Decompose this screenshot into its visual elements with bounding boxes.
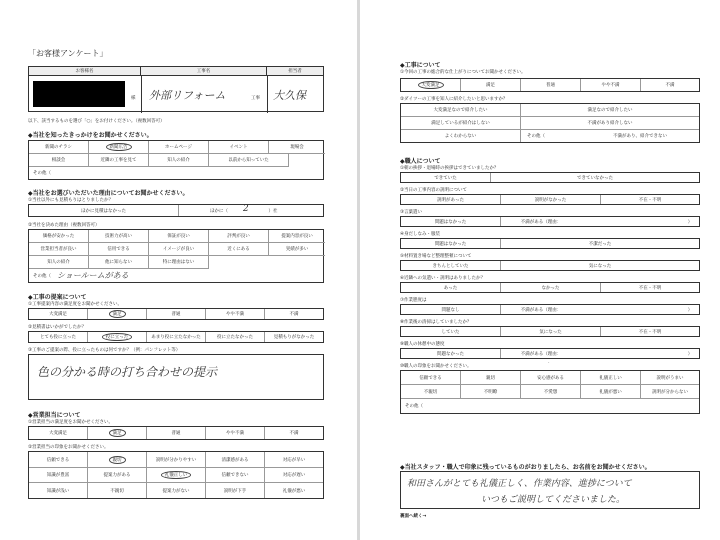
s3-q2-opt-4[interactable]: 見積もりがなかった	[273, 335, 315, 340]
r-s2-q4-row	[400, 238, 700, 249]
r-s2-q6-opt-1[interactable]: なかった	[501, 283, 601, 292]
r-s1-q1-opt-4[interactable]: 不満	[665, 83, 675, 88]
r-s2-q8-row	[400, 326, 700, 337]
project-suffix: 工事	[251, 96, 260, 101]
r-s2-q10-opt-6[interactable]: 不明瞭	[461, 385, 521, 399]
s1-opt-0[interactable]: 新聞のチラシ	[29, 141, 89, 154]
s4-q2-opt-1[interactable]	[88, 452, 147, 468]
r-s1-q1: ①今回の工事の総合的な仕上がりについてお聞かせください。	[400, 70, 526, 75]
s3-q2-circled: 役に立った	[102, 333, 133, 341]
s3-q1-opt-2[interactable]: 普通	[147, 309, 206, 319]
s2-q2-opt-8[interactable]: 近くにある	[209, 243, 269, 256]
s3-q2-opt-1[interactable]	[88, 332, 147, 342]
header-project-label: 工事名	[141, 67, 267, 76]
r-s2-q9-row	[400, 348, 700, 359]
r-s2-q6-opt-0[interactable]: あった	[401, 283, 501, 292]
s2-q1-opt-2: ）社	[268, 208, 278, 214]
s4-q1-opt-0[interactable]: 大変満足	[29, 427, 88, 439]
r-s2-q7-opt-0[interactable]: 問題なし	[401, 305, 501, 314]
s4-q1-circled: 満足	[109, 429, 126, 437]
s3-q1-opt-3[interactable]: やや不満	[206, 309, 265, 319]
s4-q2: ②営業担当の印象をお聞かせください。	[28, 445, 109, 450]
r-s2-q3-opt-0[interactable]: 問題はなかった	[401, 217, 501, 226]
r-s1-q2-opt-4[interactable]: 不満があり、紹介できない	[613, 134, 667, 139]
r-s1-title: ◆工事について	[400, 62, 441, 69]
s4-q2-opt-2[interactable]: 説明が分かりやすい	[147, 452, 206, 468]
s4-q1-opt-4[interactable]: 不満	[289, 431, 299, 436]
r-s2-q8-opt-0[interactable]: していた	[401, 327, 501, 336]
r-s2-q1-row	[400, 172, 700, 183]
s1-other-label: その他（	[33, 171, 51, 176]
r-s2-q3-opt-1[interactable]: 不満がある（理由：	[520, 219, 562, 225]
s4-q2-opt-12[interactable]: 提案力がない	[147, 483, 206, 498]
s4-q1-row	[28, 426, 324, 440]
r-s2-q7-row	[400, 304, 700, 315]
s3-q1-row	[28, 308, 324, 320]
s4-q2-grid	[28, 451, 324, 499]
s2-q2: ②当社を決めた理由（複数回答可）	[28, 223, 100, 228]
r-s3-answer-box[interactable]	[400, 471, 700, 509]
r-s2-q6: ⑥近隣への気遣い・説明はありましたか？	[400, 276, 486, 281]
s1-opt-6[interactable]: 近隣の工事を見て	[89, 154, 149, 167]
s4-q2-opt-5[interactable]: 知識が豊富	[29, 468, 88, 483]
s1-opt-2[interactable]: ホームページ	[149, 141, 209, 154]
r-s1-q2-grid	[400, 103, 700, 143]
r-s2-q7: ⑦作業態度は	[400, 298, 427, 303]
s2-other-written: ショールームがある	[57, 271, 129, 280]
s4-q1: ①営業担当の満足度をお聞かせください。	[28, 420, 114, 425]
survey-page-right	[360, 0, 720, 540]
r-s2-q4-opt-0[interactable]: 問題はなかった	[401, 239, 501, 248]
handwritten-staff: 大久保	[273, 89, 306, 102]
r-s1-q2-opt-5[interactable]: よくわからない	[401, 130, 521, 142]
r-s3-written-1: 和田さんがとても礼儀正しく、作業内容、進捗について	[407, 479, 632, 489]
s1-opt-8[interactable]: 以前から知っていた	[209, 154, 289, 167]
r-s1-q1-opt-0[interactable]	[401, 79, 461, 91]
s1-opt-1[interactable]	[89, 141, 149, 154]
r-s1-q1-opt-1[interactable]: 満足	[461, 79, 521, 91]
s4-q2-opt-14[interactable]: 礼儀が悪い	[282, 488, 306, 494]
s2-title: ◆当社をお選びいただいた理由についてお聞かせください。	[28, 190, 189, 197]
r-s3-title: ◆当社スタッフ・職人で印象に残っているものがおりましたら、お名前をお聞かせください。	[400, 464, 651, 471]
s3-q3-written: 色の分かる時の打ち合わせの提示	[37, 365, 218, 379]
s2-q2-opt-1[interactable]: 技術力が高い	[89, 230, 149, 243]
s4-q2-opt-8[interactable]: 信頼できない	[206, 468, 265, 483]
r-s1-q1-circled: 大変満足	[418, 81, 444, 89]
s4-q2-opt-3[interactable]: 清潔感がある	[206, 452, 265, 468]
r-s2-q5-row	[400, 260, 700, 271]
header-customer-label: お客様名	[29, 67, 141, 76]
r-s2-q10: ⑩職人の印象をお聞かせください。	[400, 364, 472, 369]
s2-q1-row	[28, 204, 324, 217]
r-s2-q7-opt-2: ）	[687, 307, 693, 313]
s2-q2-opt-12[interactable]: 特に理由はない	[149, 256, 209, 269]
r-s2-q6-row	[400, 282, 700, 293]
r-s2-q10-opt-2[interactable]: 安心感がある	[521, 371, 581, 385]
s2-q2-opt-3[interactable]: 評判が良い	[209, 230, 269, 243]
s4-q2-circled-7: 礼儀正しい	[161, 471, 192, 479]
r-s2-q1: ①朝の挨拶・退場時の挨拶はできていましたか？	[400, 166, 499, 171]
s2-q2-opt-6[interactable]: 信用できる	[89, 243, 149, 256]
s1-title: ◆当社を知ったきっかけをお聞かせください。	[28, 132, 153, 139]
r-s1-q1-opt-2[interactable]: 普通	[521, 79, 581, 91]
instruction-text: 以下、該当するものを選び「○」をお付けください。（複数回答可）	[28, 119, 165, 124]
r-s2-q10-opt-9[interactable]: 説明が分からない	[641, 385, 699, 399]
r-s2-q9-opt-1[interactable]: 不満がある（理由：	[520, 351, 562, 357]
r-s2-q10-opt-5[interactable]: 不親切	[401, 385, 461, 399]
r-s2-q2-opt-0[interactable]: 説明があった	[401, 195, 501, 204]
survey-page-left	[0, 0, 358, 540]
s3-q1: ①工事提案内容の満足度をお聞かせください。	[28, 302, 123, 307]
s4-q2-circled-1: 親切	[109, 456, 126, 464]
r-s2-q10-opt-0[interactable]: 信頼できる	[401, 371, 461, 385]
r-s2-q8-opt-2[interactable]: 不在・不明	[638, 329, 662, 335]
s1-opt-5[interactable]: 相談会	[29, 154, 89, 167]
s4-q2-opt-7[interactable]	[147, 468, 206, 483]
s3-q1-circled: 満足	[109, 310, 126, 318]
r-s2-q5-opt-1[interactable]: 気になった	[588, 263, 612, 269]
s3-q2: ②見積書はいかがでしたか？	[28, 325, 87, 330]
r-s2-q9-opt-2: ）	[687, 351, 693, 357]
s3-q2-opt-2[interactable]: あまり役に立たなかった	[147, 332, 206, 342]
continue-note: 裏面へ続く→	[400, 514, 427, 519]
s3-q1-opt-4[interactable]: 不満	[289, 312, 299, 317]
r-s2-q2-row	[400, 194, 700, 205]
s2-other-label: その他（	[33, 274, 51, 279]
r-s2-q9-opt-0[interactable]: 問題なかった	[401, 349, 501, 358]
s4-q2-opt-9[interactable]: 対応が遅い	[265, 468, 323, 483]
s1-opt-1-circled: 新聞広告	[106, 143, 132, 151]
s2-q2-opt-5[interactable]: 営業担当者が良い	[29, 243, 89, 256]
r-s2-other-label: その他（	[405, 404, 423, 409]
r-s2-q10-opt-4[interactable]: 説明がうまい	[641, 371, 699, 385]
r-s2-q10-grid	[400, 370, 700, 414]
s2-q1-opt-0[interactable]: ほかに見積はなかった	[29, 205, 179, 216]
r-s2-title: ◆職人について	[400, 158, 441, 165]
r-s2-q7-opt-1[interactable]: 不満がある（理由：	[520, 307, 562, 313]
s2-q1-opt-1[interactable]: ほかに（	[210, 208, 228, 214]
s1-opt-7[interactable]: 知人の紹介	[149, 154, 209, 167]
r-s1-q2: ②ダイツーの工事を知人に紹介したいと思いますか？	[400, 97, 508, 102]
r-s2-q10-opt-1[interactable]: 親切	[461, 371, 521, 385]
r-s2-q6-opt-2[interactable]: 不在・不明	[638, 285, 662, 291]
s4-q2-opt-13[interactable]: 説明が下手	[206, 483, 265, 498]
r-s2-q10-opt-7[interactable]: 不愛想	[521, 385, 581, 399]
header-table	[28, 66, 324, 112]
s2-q2-opt-2[interactable]: 保証が良い	[149, 230, 209, 243]
r-s1-q2-opt-0[interactable]: 大変満足なので紹介したい	[401, 104, 521, 117]
r-s2-q2-opt-2[interactable]: 不在・不明	[638, 197, 662, 203]
r-s1-q1-row	[400, 78, 700, 92]
s2-q2-opt-0[interactable]: 価格が安かった	[29, 230, 89, 243]
r-s2-q4-opt-1[interactable]: 不潔だった	[588, 241, 612, 247]
s3-title: ◆工事の提案について	[28, 294, 87, 301]
r-s2-q2-opt-1[interactable]: 説明がなかった	[501, 195, 601, 204]
s2-q1: ①当社以外にも見積もりはとりましたか？	[28, 198, 114, 203]
s4-q1-opt-2[interactable]: 普通	[147, 427, 206, 439]
s4-q2-opt-10[interactable]: 知識が浅い	[29, 483, 88, 498]
r-s2-q5: ⑤材料置き場など整理整頓について	[400, 254, 472, 259]
s4-title: ◆営業担当について	[28, 412, 81, 419]
s2-q2-opt-10[interactable]: 知人の紹介	[29, 256, 89, 269]
r-s2-q3-row	[400, 216, 700, 227]
s3-q2-opt-3[interactable]: 役に立たなかった	[206, 332, 265, 342]
s4-q2-opt-6[interactable]: 提案力がある	[88, 468, 147, 483]
customer-suffix: 様	[131, 96, 136, 101]
r-s2-q10-opt-3[interactable]: 礼儀正しい	[581, 371, 641, 385]
r-s1-q1-opt-3[interactable]: やや不満	[581, 79, 641, 91]
r-s2-q3-opt-2: ）	[687, 219, 693, 225]
s1-opt-4[interactable]: 現場会	[269, 141, 325, 154]
s2-q2-opt-11[interactable]: 他に知らない	[89, 256, 149, 269]
s4-q2-opt-0[interactable]: 信頼できる	[29, 452, 88, 468]
s3-q3-box[interactable]	[28, 354, 324, 400]
redacted-customer-name	[33, 81, 125, 107]
r-s2-q9: ⑨職人の休憩中の態度	[400, 342, 445, 347]
r-s1-q2-opt-2[interactable]: 満足しているが紹介はしない	[401, 117, 521, 130]
s1-opt-3[interactable]: イベント	[209, 141, 269, 154]
s4-q2-opt-11[interactable]: 不親切	[88, 483, 147, 498]
r-s1-q2-opt-1[interactable]: 満足なので紹介したい	[521, 104, 699, 117]
s2-q2-opt-9[interactable]: 実績が多い	[269, 243, 325, 256]
r-s2-q8-opt-1[interactable]: 気になった	[501, 327, 601, 336]
survey-title: 「お客様アンケート」	[28, 49, 108, 58]
r-s2-q3: ③言葉遣い	[400, 210, 423, 215]
r-s3-written-2: いつもご説明してくださいました。	[481, 495, 626, 505]
s4-q1-opt-3[interactable]: やや不満	[206, 427, 265, 439]
s3-q1-opt-1[interactable]	[88, 309, 147, 319]
r-s1-q2-opt-6: その他（	[527, 134, 545, 139]
r-s2-q10-opt-8[interactable]: 礼儀が悪い	[581, 385, 641, 399]
handwritten-project: 外部リフォーム	[149, 89, 226, 102]
s3-q3: ③工事のご提案の際、役に立ったものは何ですか？（例：パンフレット等）	[28, 348, 181, 353]
r-s2-q4: ④身だしなみ・服装	[400, 232, 441, 237]
s2-q2-opt-4[interactable]: 提案内容が良い	[269, 230, 325, 243]
s2-q2-opt-7[interactable]: イメージが良い	[149, 243, 209, 256]
s1-options-grid	[28, 140, 324, 180]
r-s2-q5-opt-0[interactable]: きちんとしていた	[401, 261, 501, 270]
r-s2-q8: ⑧作業後の清掃はしていましたか？	[400, 320, 472, 325]
stray-mark: ·	[548, 360, 550, 366]
r-s2-q2: ②当日の工事内容の説明について	[400, 188, 467, 193]
s3-q2-opt-0[interactable]: とても役に立った	[29, 332, 88, 342]
r-s1-q2-opt-3[interactable]: 不満があり紹介しない	[521, 117, 699, 130]
s3-q2-row	[28, 331, 324, 343]
s3-q1-opt-0[interactable]: 大変満足	[29, 309, 88, 319]
header-staff-label: 担当者	[267, 67, 323, 76]
r-s2-q1-opt-0[interactable]: できていた	[401, 173, 491, 182]
s2-q1-written: 2	[243, 204, 249, 214]
s2-q2-grid	[28, 229, 324, 283]
r-s2-q1-opt-1[interactable]: できていなかった	[577, 175, 613, 181]
s4-q2-opt-4[interactable]: 対応が早い	[265, 452, 323, 468]
s4-q1-opt-1[interactable]	[88, 427, 147, 439]
